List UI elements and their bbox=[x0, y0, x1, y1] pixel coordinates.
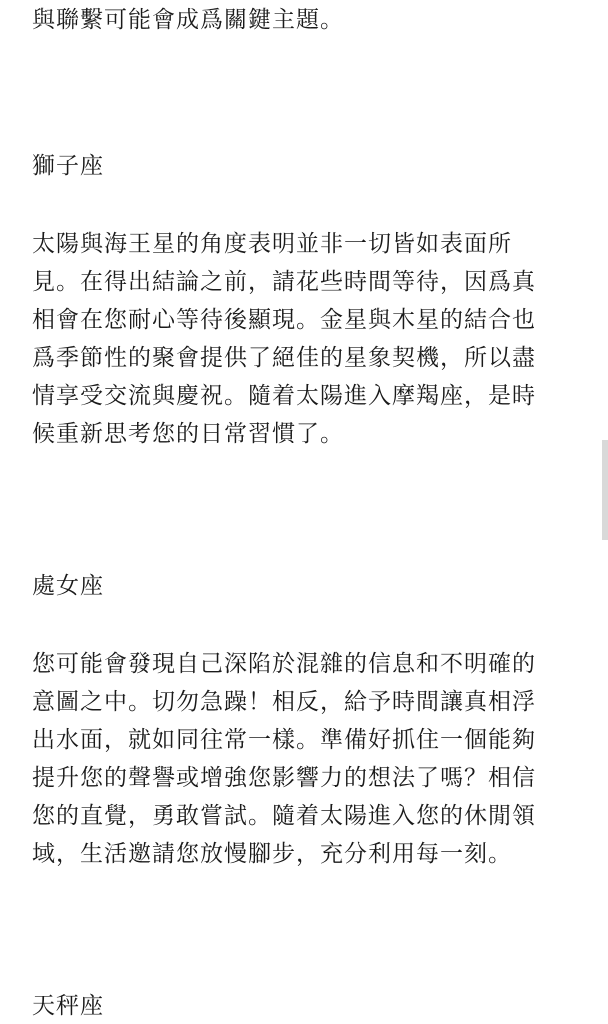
paragraph-line: 相會在您耐心等待後顯現。金星與木星的結合也 bbox=[32, 307, 536, 333]
paragraph-line: 太陽與海王星的角度表明並非一切皆如表面所 bbox=[32, 231, 512, 257]
paragraph-line: 出水面，就如同往常一樣。準備好抓住一個能夠 bbox=[32, 727, 536, 753]
paragraph-line: 見。在得出結論之前，請花些時間等待，因爲真 bbox=[32, 269, 536, 295]
intro-text-tail: 與聯繫可能會成爲關鍵主題。 bbox=[32, 7, 344, 33]
paragraph-line: 提升您的聲譽或增強您影響力的想法了嗎？相信 bbox=[32, 765, 536, 791]
paragraph-line: 域，生活邀請您放慢腳步，充分利用每一刻。 bbox=[32, 841, 512, 867]
paragraph-line: 爲季節性的聚會提供了絕佳的星象契機，所以盡 bbox=[32, 345, 536, 371]
paragraph-line: 候重新思考您的日常習慣了。 bbox=[32, 421, 344, 447]
section-title-virgo: 處女座 bbox=[32, 573, 104, 599]
paragraph-line: 意圖之中。切勿急躁！相反，給予時間讓真相浮 bbox=[32, 689, 536, 715]
paragraph-line: 情享受交流與慶祝。隨着太陽進入摩羯座，是時 bbox=[32, 383, 536, 409]
paragraph-line: 您可能會發現自己深陷於混雜的信息和不明確的 bbox=[32, 651, 536, 677]
scrollbar-thumb[interactable] bbox=[602, 440, 608, 540]
section-title-libra: 天秤座 bbox=[32, 993, 104, 1019]
paragraph-line: 您的直覺，勇敢嘗試。隨着太陽進入您的休閒領 bbox=[32, 803, 536, 829]
section-title-leo: 獅子座 bbox=[32, 153, 104, 179]
